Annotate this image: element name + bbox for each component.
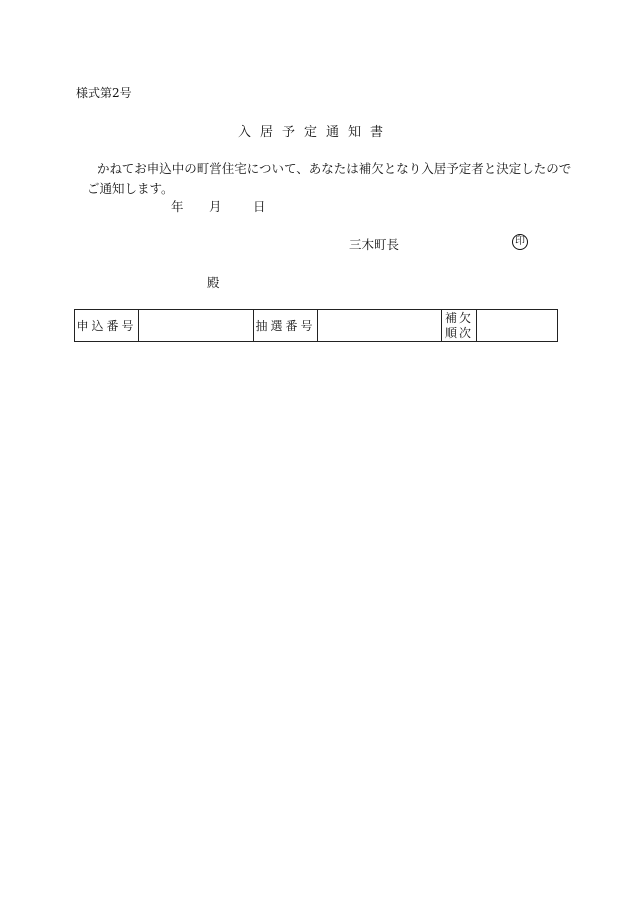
waitlist-order-label: [442, 310, 477, 342]
waitlist-order-value[interactable]: [477, 310, 558, 342]
lottery-number-label: 抽選番号: [254, 310, 318, 342]
document-title: 入居予定通知書: [237, 125, 392, 140]
date-day-label: 日: [253, 199, 266, 214]
application-info-table: [74, 309, 558, 342]
seal-icon: 印: [512, 234, 528, 250]
body-text-line-1: かねてお申込中の町営住宅について、あなたは補欠となり入居予定者と決定したので: [97, 161, 572, 176]
date-year-label: 年: [171, 199, 184, 214]
application-number-value[interactable]: [139, 310, 254, 342]
table-row: [75, 310, 558, 342]
application-number-label: 申込番号: [75, 310, 139, 342]
addressee-suffix: 殿: [207, 275, 220, 290]
body-text-line-2: ご通知します。: [87, 181, 174, 196]
form-number: 様式第2号: [76, 86, 132, 100]
waitlist-order-label-line2: 順次: [444, 325, 473, 340]
date-month-label: 月: [209, 199, 222, 214]
issuer-name: 三木町長: [349, 237, 400, 252]
date-line: [171, 197, 266, 215]
waitlist-order-label-line1: 補欠: [444, 310, 473, 325]
lottery-number-value[interactable]: [318, 310, 442, 342]
